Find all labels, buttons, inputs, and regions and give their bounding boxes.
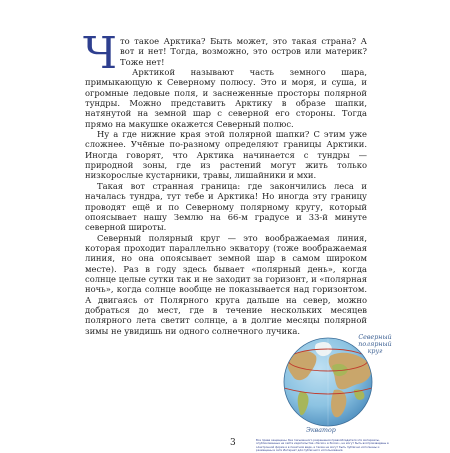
- page-number: 3: [230, 438, 236, 448]
- copyright-notice: Все права защищены. Без письменного разрешения правообладателя эти материалы, опубликованные на сайте издательства «Эксмо» в Эксмо», не могут быть воспроизведены в электронной форме и в печатном виде, а также не могут быть публично исполнены и размещены в сети Интернет для публичного использования.: [256, 438, 389, 453]
- paragraph-text: то такое Арктика? Быть может, это такая страна? А вот и нет! Тогда, возможно, это остров или материк? Тоже нет!: [120, 36, 367, 67]
- article-text: [83, 28, 367, 336]
- paragraph: Такая вот странная граница: где закончились леса и началась тундра, тут тебе и Арктика! Но иногда эту границу проводят ещё и по Северному полярному кругу, который опоясывает нашу Землю на 66-м градусе и 33-й минуте северной широты.: [85, 180, 367, 233]
- equator-label: Экватор: [306, 427, 336, 434]
- paragraph: Арктикой называют часть земного шара, примыкающую к Северному полюсу. Это и моря, и суша, и огромные ледовые поля, и заснеженные просторы полярной тундры. Можно представить Арктику в образе шапки, натянутой на земной шар с северной его стороны. Тогда прямо на макушке окажется Северный полюс.: [85, 67, 367, 129]
- drop-cap: Ч: [83, 28, 118, 79]
- paragraph-text: Северный полярный круг — это воображаемая линия, которая проходит параллельно экватору (тоже воображаемая линия, но она опоясывает земной шар в самом широком месте). Раз в году здесь бывает «полярный день», когда солнце целые сутки так и не заходит за горизонт, и «полярная ночь», когда солнце вообще не показывается над горизонтом. А двигаясь от Полярного круга дальше на север, можно добраться до мест, где в течение нескольких месяцев полярного лета светит солнце, а в долгие месяцы полярной зимы не увидишь ни одного солнечного лучика.: [85, 232, 367, 336]
- polar-circle-label: Северный полярный круг: [358, 334, 392, 355]
- paragraph-wrap: [85, 233, 367, 336]
- paragraph-intro: [83, 28, 367, 79]
- paragraph: Ну а где нижние края этой полярной шапки? С этим уже сложнее. Учёные по-разному определяют границы Арктики. Иногда говорят, что Арктика начинается с тундры — природной зоны, где из растений могут жить только низкорослые кустарники, травы, лишайники и мхи.: [85, 129, 367, 181]
